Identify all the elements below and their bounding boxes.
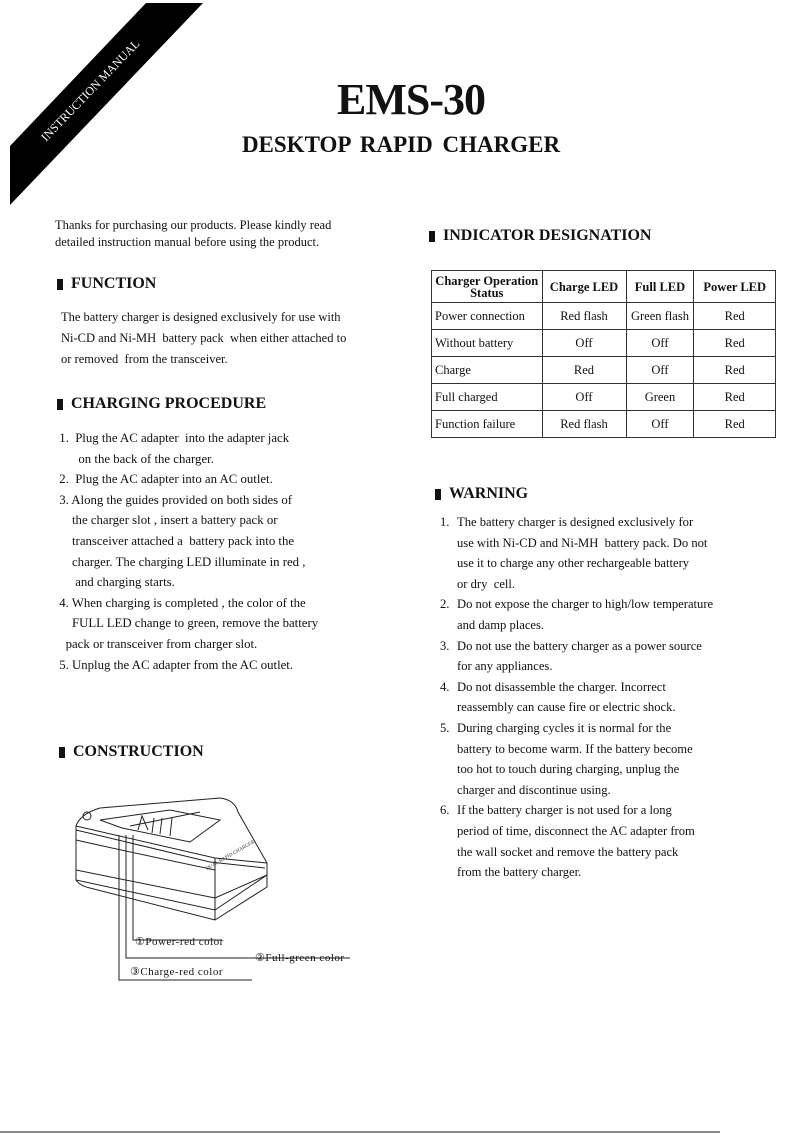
table-cell: Red <box>542 357 626 384</box>
procedure-line: 3. Along the guides provided on both sides of <box>56 492 293 507</box>
table-cell: Off <box>626 411 694 438</box>
table-cell: Red <box>694 330 776 357</box>
warning-item <box>440 677 713 718</box>
heading-text: FUNCTION <box>71 275 157 292</box>
heading-text: CHARGING PROCEDURE <box>71 395 267 412</box>
footer-rule <box>0 1131 720 1133</box>
warning-line: or dry cell. <box>457 576 516 591</box>
table-cell: Red flash <box>542 411 626 438</box>
heading-text: INDICATOR DESIGNATION <box>443 227 652 244</box>
indicator-table <box>431 270 776 438</box>
warning-number: 3. <box>440 638 450 653</box>
warning-heading <box>435 485 528 503</box>
warning-line: charger and discontinue using. <box>457 782 611 797</box>
table-row <box>432 384 776 411</box>
warning-line: too hot to touch during charging, unplug the <box>457 762 680 777</box>
procedure-line: 2. Plug the AC adapter into an AC outlet. <box>56 472 273 487</box>
warning-number: 1. <box>440 515 450 529</box>
warning-text <box>457 512 707 594</box>
warning-line: battery to become warm. If the battery become <box>457 741 693 756</box>
warning-line: use it to charge any other rechargeable battery <box>457 556 690 571</box>
table-cell: Full charged <box>432 384 543 411</box>
table-cell: Off <box>542 384 626 411</box>
column-header: Charger Operation Status <box>432 271 543 303</box>
table-cell: Charge <box>432 357 543 384</box>
function-line: or removed from the transceiver. <box>61 352 228 366</box>
table-cell: Red flash <box>542 303 626 330</box>
table-row <box>432 357 776 384</box>
warning-text <box>457 636 702 677</box>
table-cell: Function failure <box>432 411 543 438</box>
procedure-line: on the back of the charger. <box>56 451 214 466</box>
product-title: EMS-30 <box>337 75 485 124</box>
warning-line: from the battery charger. <box>457 865 582 880</box>
table-cell: Red <box>694 303 776 330</box>
procedure-list <box>56 428 318 675</box>
function-line: Ni-CD and Ni-MH battery pack when either attached to <box>61 331 347 345</box>
product-subtitle: DESKTOP RAPID CHARGER <box>241 132 561 157</box>
warning-number: 6. <box>440 803 450 818</box>
warning-item <box>440 636 713 677</box>
warning-line: If the battery charger is not used for a long <box>457 803 672 818</box>
table-header-row <box>432 271 776 303</box>
procedure-line: the charger slot , insert a battery pack or <box>56 513 278 528</box>
warning-line: and damp places. <box>457 617 545 632</box>
warning-item <box>440 594 713 635</box>
table-row <box>432 330 776 357</box>
full-led-label: ②Full-green color <box>255 952 345 964</box>
procedure-line: 5. Unplug the AC adapter from the AC outlet. <box>56 657 294 672</box>
warning-number: 2. <box>440 597 450 612</box>
warning-line: for any appliances. <box>457 659 553 674</box>
heading-text: WARNING <box>449 485 529 502</box>
table-cell: Off <box>626 357 694 384</box>
procedure-line: pack or transceiver from charger slot. <box>56 636 258 651</box>
warning-line: the wall socket and remove the battery pack <box>457 844 679 859</box>
warning-text <box>457 718 693 800</box>
warning-list <box>440 512 713 883</box>
charging-procedure-heading <box>57 395 266 413</box>
function-heading <box>57 275 156 293</box>
device-model-text: DUAL RAPID CHARGER <box>205 839 256 872</box>
procedure-line: FULL LED change to green, remove the battery <box>56 616 319 631</box>
warning-line: Do not use the battery charger as a power source <box>457 638 702 653</box>
procedure-line: and charging starts. <box>56 575 175 590</box>
table-cell: Power connection <box>432 303 543 330</box>
procedure-line: 1. Plug the AC adapter into the adapter jack <box>56 431 290 445</box>
warning-line: period of time, disconnect the AC adapter from <box>457 823 695 838</box>
column-header: Full LED <box>626 271 694 303</box>
heading-text: CONSTRUCTION <box>73 743 204 760</box>
procedure-line: transceiver attached a battery pack into the <box>56 533 295 548</box>
table-cell: Without battery <box>432 330 543 357</box>
bullet-square-icon <box>57 399 63 410</box>
warning-number: 4. <box>440 679 450 694</box>
bullet-square-icon <box>59 747 65 758</box>
table-cell: Red <box>694 384 776 411</box>
charge-led-label: ③Charge-red color <box>130 966 223 978</box>
warning-line: use with Ni-CD and Ni-MH battery pack. Do not <box>457 535 708 550</box>
procedure-line: 4. When charging is completed , the color of the <box>56 595 306 610</box>
table-cell: Off <box>542 330 626 357</box>
column-header: Power LED <box>694 271 776 303</box>
intro-text <box>55 217 331 251</box>
table-cell: Red <box>694 357 776 384</box>
table-row <box>432 411 776 438</box>
banner-text: INSTRUCTION MANUAL <box>38 36 143 145</box>
table-cell: Green <box>626 384 694 411</box>
bullet-square-icon <box>429 231 435 242</box>
table-cell: Off <box>626 330 694 357</box>
table-cell: Red <box>694 411 776 438</box>
warning-item <box>440 718 713 800</box>
bullet-square-icon <box>435 489 441 500</box>
warning-text <box>457 677 676 718</box>
bullet-square-icon <box>57 279 63 290</box>
table-row <box>432 303 776 330</box>
intro-line: Thanks for purchasing our products. Please kindly read <box>55 218 332 232</box>
procedure-line: charger. The charging LED illuminate in red , <box>56 554 306 569</box>
construction-heading <box>59 743 204 761</box>
warning-text <box>457 800 695 882</box>
warning-text <box>457 594 713 635</box>
warning-line: The battery charger is designed exclusively for <box>457 515 694 529</box>
warning-line: During charging cycles it is normal for the <box>457 720 672 735</box>
indicator-designation-heading <box>429 227 651 245</box>
function-line: The battery charger is designed exclusively for use with <box>61 310 341 324</box>
warning-number: 5. <box>440 720 450 735</box>
power-led-label: ①Power-red color <box>135 936 224 948</box>
intro-line: detailed instruction manual before using the product. <box>55 235 320 249</box>
warning-item <box>440 512 713 594</box>
table-cell: Green flash <box>626 303 694 330</box>
warning-line: reassembly can cause fire or electric shock. <box>457 700 676 715</box>
warning-item <box>440 800 713 882</box>
column-header: Charge LED <box>542 271 626 303</box>
warning-line: Do not disassemble the charger. Incorrect <box>457 679 666 694</box>
warning-line: Do not expose the charger to high/low temperature <box>457 597 714 612</box>
function-text <box>61 307 346 370</box>
